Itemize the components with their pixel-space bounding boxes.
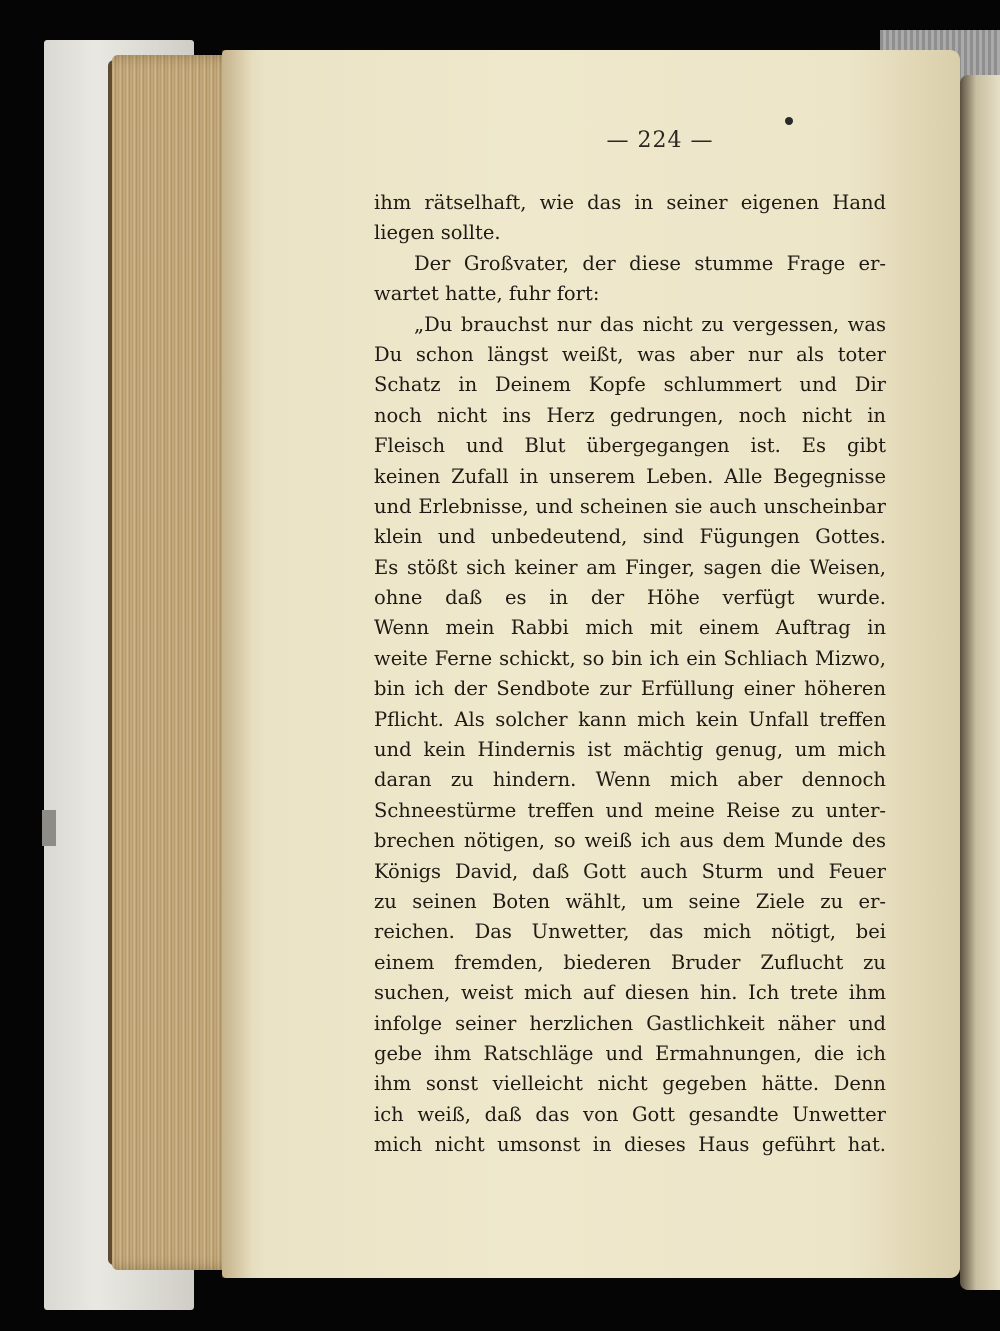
text-line: Der Großvater, der diese stumme Frage er- xyxy=(414,251,886,275)
text-line: keinen Zufall in unserem Leben. Alle Begegnisse xyxy=(374,464,886,488)
text-line: ohne daß es in der Höhe verfügt wurde. xyxy=(374,586,886,610)
cover-tab xyxy=(42,810,56,846)
text-line: zu seinen Boten wählt, um seine Ziele zu er- xyxy=(374,889,886,913)
text-line: „Du brauchst nur das nicht zu vergessen, was xyxy=(414,312,886,336)
text-line: bin ich der Sendbote zur Erfüllung einer höheren xyxy=(374,677,886,701)
text-line: suchen, weist mich auf diesen hin. Ich trete ihm xyxy=(374,981,886,1005)
text-line: ihm rätselhaft, wie das in seiner eigenen Hand xyxy=(374,191,886,214)
ink-spot xyxy=(785,117,793,125)
text-line: noch nicht ins Herz gedrungen, noch nicht in xyxy=(374,403,886,427)
text-line: Schneestürme treffen und meine Reise zu unter- xyxy=(374,798,886,822)
text-line: und kein Hindernis ist mächtig genug, um mich xyxy=(374,738,886,762)
facing-page-edge xyxy=(960,75,1000,1290)
text-line: weite Ferne schickt, so bin ich ein Schliach Mizwo, xyxy=(374,646,886,670)
text-line: ihm sonst vielleicht nicht gegeben hätte. Denn xyxy=(374,1072,886,1096)
text-line: Du schon längst weißt, was aber nur als toter xyxy=(374,342,886,366)
text-line: Pflicht. Als solcher kann mich kein Unfall treffen xyxy=(374,707,886,731)
page-stack-edges xyxy=(112,55,240,1270)
text-line: wartet hatte, fuhr fort: xyxy=(374,282,600,306)
text-line: Schatz in Deinem Kopfe schlummert und Dir xyxy=(374,373,886,397)
text-line: einem fremden, biederen Bruder Zuflucht zu xyxy=(374,950,886,974)
text-line: liegen sollte. xyxy=(374,221,501,245)
page-number: — 224 — xyxy=(606,128,714,153)
text-line: gebe ihm Ratschläge und Ermahnungen, die ich xyxy=(374,1041,886,1065)
text-line: Fleisch und Blut übergegangen ist. Es gibt xyxy=(374,434,886,458)
page-gutter-shadow xyxy=(222,50,252,1278)
text-line: daran zu hindern. Wenn mich aber dennoch xyxy=(374,768,886,792)
page-text xyxy=(374,188,886,1161)
text-line: infolge seiner herzlichen Gastlichkeit näher und xyxy=(374,1011,886,1035)
text-line: klein und unbedeutend, sind Fügungen Gottes. xyxy=(374,525,886,549)
text-line: Königs David, daß Gott auch Sturm und Feuer xyxy=(374,859,886,883)
text-line: ich weiß, daß das von Gott gesandte Unwetter xyxy=(374,1102,886,1126)
text-line: reichen. Das Unwetter, das mich nötigt, bei xyxy=(374,920,886,944)
text-line: Wenn mein Rabbi mich mit einem Auftrag in xyxy=(374,616,886,640)
text-line: und Erlebnisse, und scheinen sie auch unscheinbar xyxy=(374,494,886,518)
text-line: Es stößt sich keiner am Finger, sagen die Weisen, xyxy=(374,555,886,579)
text-line: mich nicht umsonst in dieses Haus geführt hat. xyxy=(374,1133,886,1157)
text-line: brechen nötigen, so weiß ich aus dem Munde des xyxy=(374,829,886,853)
